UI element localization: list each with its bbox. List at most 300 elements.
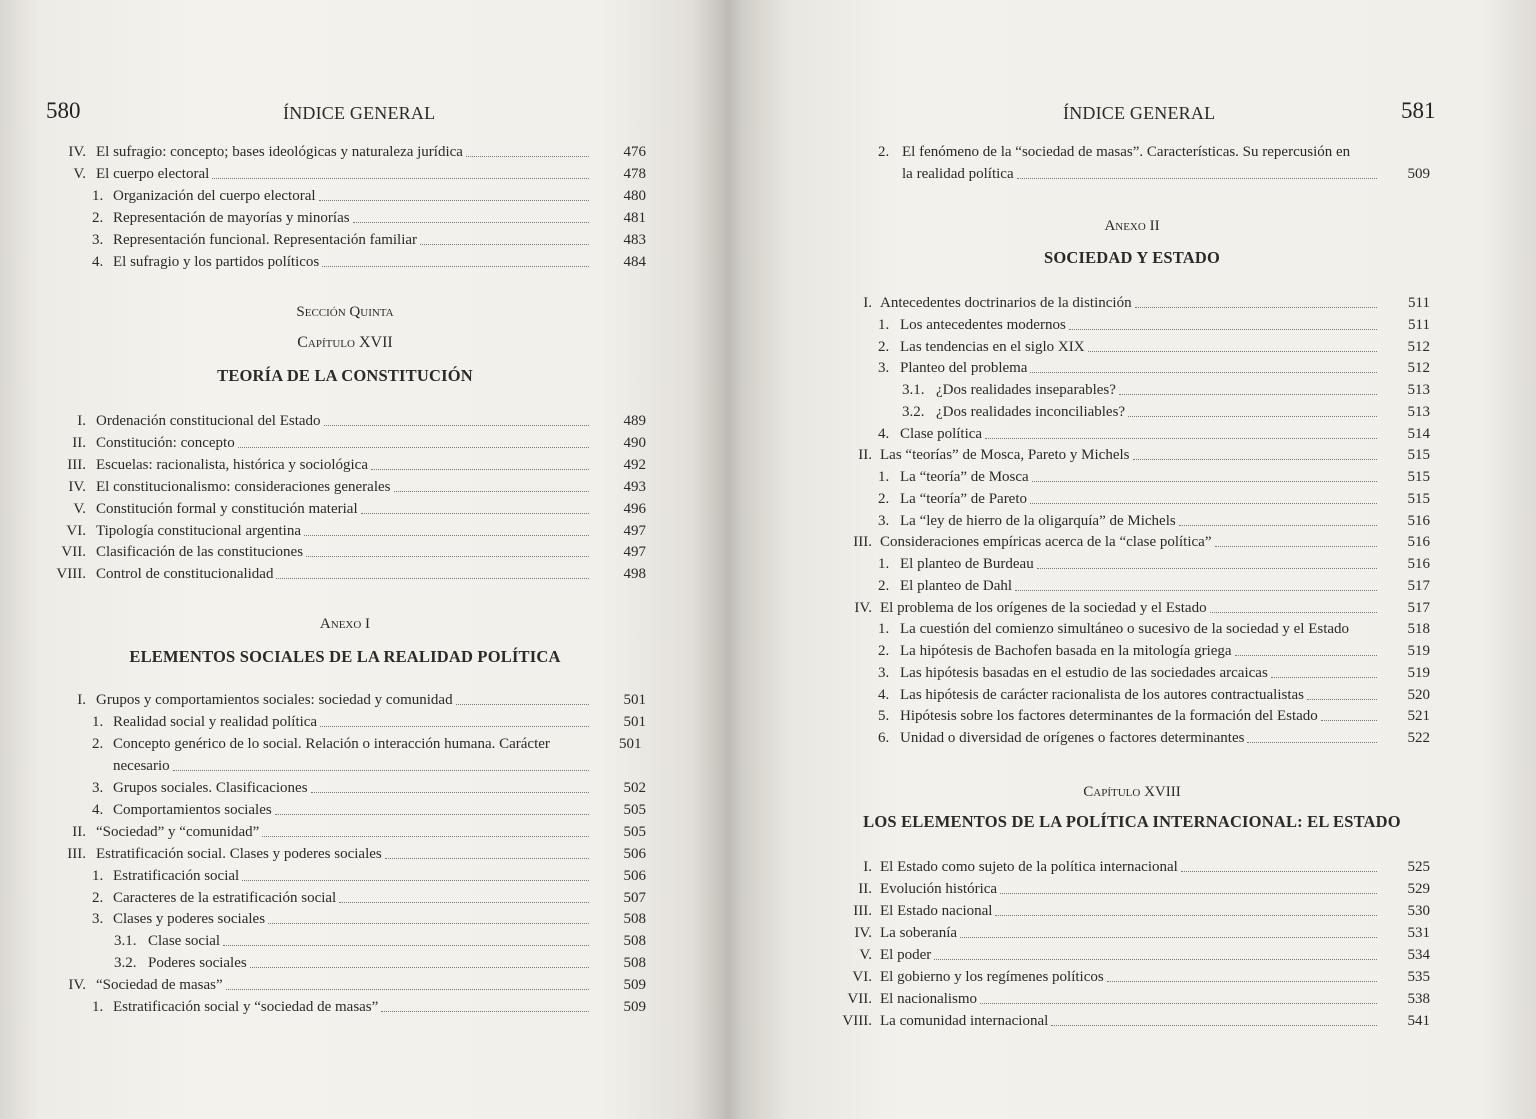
dot-leader (276, 578, 589, 579)
page-ref: 508 (623, 955, 646, 972)
entry-number: 1. (878, 469, 890, 485)
dot-leader (1051, 1025, 1377, 1026)
entry-body (113, 865, 592, 887)
toc-entry (0, 996, 728, 1018)
dot-leader (319, 200, 589, 201)
dot-leader (306, 556, 589, 557)
toc-entry (0, 541, 728, 563)
toc-entry (0, 755, 728, 777)
roman-numeral: V. (859, 947, 872, 963)
page-ref: 507 (623, 889, 646, 906)
chapter-title: TEORÍA DE LA CONSTITUCIÓN (217, 366, 473, 385)
dot-leader (1210, 612, 1377, 613)
toc-entry (728, 597, 1536, 619)
page-ref: 480 (623, 188, 646, 204)
roman-numeral: III. (67, 845, 86, 862)
entry-number: 3. (92, 911, 104, 928)
entry-title: Caracteres de la estratificación social (113, 889, 337, 906)
entry-number: 4. (878, 425, 890, 442)
entry-title: El planteo de Burdeau (900, 556, 1034, 572)
page-ref: 519 (1407, 664, 1430, 681)
entry-number: 1. (92, 999, 104, 1015)
toc-entry (728, 705, 1536, 727)
entry-title: El Estado como sujeto de la política internacional (880, 859, 1178, 875)
roman-numeral: I. (77, 692, 86, 708)
toc-entry (0, 498, 728, 520)
entry-body (96, 821, 592, 843)
entry-body (900, 553, 1380, 575)
page-ref: 493 (623, 478, 646, 495)
entry-title: El problema de los orígenes de la sociedad y el Estado (880, 599, 1207, 616)
page-ref: 538 (1407, 991, 1430, 1007)
entry-title: Planteo del problema (900, 360, 1028, 377)
toc-entry (0, 711, 728, 733)
dot-leader (1030, 503, 1377, 504)
page-ref: 509 (1407, 166, 1430, 182)
page-ref: 497 (623, 522, 646, 539)
roman-numeral: II. (858, 447, 872, 464)
dot-leader (1247, 742, 1377, 743)
page-number: 581 (1401, 98, 1436, 123)
entry-body (96, 141, 592, 163)
entry-body (113, 207, 592, 229)
entry-body (880, 966, 1380, 988)
entry-title: La soberanía (880, 925, 958, 941)
entry-body (96, 974, 592, 996)
page-ref: 513 (1407, 403, 1430, 420)
dot-leader (1088, 351, 1377, 352)
roman-numeral: VI. (852, 969, 872, 985)
entry-number: 2. (878, 490, 890, 507)
entry-number: 3.1. (902, 382, 925, 398)
entry-body (96, 476, 592, 498)
toc-entry (728, 163, 1536, 185)
entry-body (900, 488, 1380, 510)
toc-entry (0, 843, 728, 865)
toc-entry (0, 454, 728, 476)
page-ref: 519 (1407, 643, 1430, 659)
dot-leader (456, 704, 589, 705)
toc-entry (0, 930, 728, 952)
page-ref: 522 (1407, 730, 1430, 746)
dot-leader (1069, 329, 1377, 330)
entry-title: Escuelas: racionalista, histórica y sociológica (96, 456, 368, 473)
dot-leader (238, 447, 589, 448)
entry-title: Clasificación de las constituciones (96, 544, 304, 561)
entry-body (900, 662, 1380, 684)
toc-entry (0, 432, 728, 454)
entry-body (900, 727, 1380, 749)
chapter-title: LOS ELEMENTOS DE LA POLÍTICA INTERNACIONAL: EL ESTADO (863, 812, 1401, 831)
roman-numeral: IV. (854, 925, 872, 941)
dot-leader (304, 535, 589, 536)
toc-entry (0, 141, 728, 163)
page-ref: 483 (623, 232, 646, 248)
toc-entry (728, 314, 1536, 336)
page-ref: 502 (623, 780, 646, 796)
roman-numeral: VI. (66, 522, 86, 539)
entry-body (148, 930, 592, 952)
page-ref: 509 (623, 977, 646, 994)
page-ref: 512 (1407, 360, 1430, 377)
dot-leader (320, 726, 589, 727)
dot-leader (311, 792, 589, 793)
toc-entry (728, 662, 1536, 684)
entry-title-line1: El fenómeno de la “sociedad de masas”. Características. Su repercusión en (902, 144, 1351, 160)
entry-title: La comunidad internacional (880, 1013, 1049, 1029)
page-ref: 505 (623, 801, 646, 818)
entry-title-line1: Concepto genérico de lo social. Relación o interacción humana. Carácter (113, 736, 550, 752)
entry-title: Unidad o diversidad de orígenes o factores determinantes (900, 730, 1245, 746)
page-ref: 484 (623, 254, 646, 270)
page-ref: 489 (623, 413, 646, 429)
entry-title: Las tendencias en el siglo XIX (900, 338, 1085, 355)
dot-leader (223, 945, 589, 946)
page-ref: 501 (623, 714, 646, 730)
entry-body (96, 410, 592, 432)
entry-number: 3.2. (902, 403, 925, 420)
entry-title: Organización del cuerpo electoral (113, 188, 316, 204)
entry-number: 2. (92, 889, 104, 906)
dot-leader (995, 915, 1377, 916)
entry-title: La “teoría” de Pareto (900, 490, 1028, 507)
entry-title: ¿Dos realidades inconciliables? (936, 403, 1126, 420)
dot-leader (1017, 178, 1377, 179)
entry-number: 2. (878, 643, 890, 659)
entry-body (148, 952, 592, 974)
page-ref: 497 (623, 544, 646, 561)
toc-entry (0, 777, 728, 799)
roman-numeral: IV. (68, 144, 86, 160)
entry-body (113, 251, 592, 273)
page-ref: 501 (623, 692, 646, 708)
page-ref: 508 (623, 933, 646, 950)
toc-entry (728, 379, 1536, 401)
roman-numeral: V. (73, 166, 86, 182)
entry-body (96, 432, 592, 454)
roman-numeral: I. (863, 859, 872, 875)
entry-number: 2. (878, 144, 890, 160)
dot-leader (212, 178, 589, 179)
toc-entry (0, 908, 728, 930)
toc-entry (0, 952, 728, 974)
dot-leader (1128, 416, 1377, 417)
dot-leader (1107, 981, 1377, 982)
entry-title: La “teoría” de Mosca (900, 469, 1029, 485)
entry-body (900, 640, 1380, 662)
entry-title: “Sociedad de masas” (96, 977, 223, 994)
toc-entry (0, 163, 728, 185)
dot-leader (1307, 699, 1377, 700)
page-ref: 496 (623, 500, 646, 517)
entry-body (900, 357, 1380, 379)
dot-leader (353, 222, 589, 223)
dot-leader (371, 469, 589, 470)
entry-body (880, 878, 1380, 900)
toc-entry (728, 856, 1536, 878)
entry-body (113, 996, 592, 1018)
dot-leader (980, 1003, 1377, 1004)
dot-leader (466, 156, 589, 157)
page-ref: 516 (1407, 556, 1430, 572)
annex-title: ELEMENTOS SOCIALES DE LA REALIDAD POLÍTICA (129, 647, 561, 666)
entry-number: 5. (878, 708, 890, 725)
entry-number: 2. (92, 210, 104, 226)
toc-entry (0, 689, 728, 711)
toc-entry (728, 944, 1536, 966)
entry-title: Ordenación constitucional del Estado (96, 413, 321, 429)
entry-number: 4. (878, 686, 890, 703)
entry-title: Las hipótesis de carácter racionalista de los autores contractualistas (900, 686, 1305, 703)
page-ref: 506 (623, 845, 646, 862)
dot-leader (322, 266, 589, 267)
entry-title: Estratificación social. Clases y poderes sociales (96, 845, 382, 862)
running-head: ÍNDICE GENERAL (283, 103, 436, 123)
entry-body (880, 597, 1380, 619)
page-ref: 530 (1407, 903, 1430, 919)
entry-body (900, 423, 1380, 445)
toc-entry (0, 185, 728, 207)
toc-entry (0, 887, 728, 909)
toc-entry (728, 510, 1536, 532)
toc-entry (728, 401, 1536, 423)
entry-body (936, 379, 1380, 401)
entry-title-line2: necesario (113, 758, 170, 774)
dot-leader (985, 438, 1377, 439)
entry-body (880, 944, 1380, 966)
dot-leader (1119, 394, 1377, 395)
entry-body (900, 618, 1380, 640)
dot-leader (1000, 893, 1377, 894)
page-number: 580 (46, 98, 81, 123)
dot-leader (324, 425, 589, 426)
page-ref: 541 (1407, 1013, 1430, 1029)
page-ref: 511 (1408, 316, 1430, 333)
dot-leader (1037, 568, 1377, 569)
entry-title: Estratificación social (113, 867, 240, 884)
running-head: ÍNDICE GENERAL (1063, 103, 1216, 123)
page-ref: 492 (623, 456, 646, 473)
dot-leader (1015, 590, 1377, 591)
toc-entry (728, 575, 1536, 597)
entry-number: 6. (878, 730, 890, 746)
entry-body (900, 466, 1380, 488)
roman-numeral: VII. (61, 544, 86, 561)
dot-leader (339, 902, 589, 903)
entry-title: Clases y poderes sociales (113, 911, 266, 928)
page-ref: 515 (1407, 490, 1430, 507)
dot-leader (262, 836, 589, 837)
entry-body (113, 777, 592, 799)
entry-body (880, 900, 1380, 922)
dot-leader (934, 959, 1377, 960)
toc-entry (728, 292, 1536, 314)
page-ref: 490 (623, 434, 646, 451)
toc-entry (0, 799, 728, 821)
dot-leader (1179, 525, 1377, 526)
entry-title: ¿Dos realidades inseparables? (936, 382, 1116, 398)
roman-numeral: I. (863, 295, 872, 311)
entry-title: Los antecedentes modernos (900, 316, 1066, 333)
chapter-heading: Capítulo XVIII (1083, 784, 1181, 800)
toc-entry (728, 878, 1536, 900)
toc-entry (728, 618, 1536, 640)
toc-entry (728, 488, 1536, 510)
entry-body (880, 531, 1380, 553)
entry-title: Las “teorías” de Mosca, Pareto y Michels (880, 447, 1130, 464)
entry-title: Comportamientos sociales (113, 801, 272, 818)
entry-title: Evolución histórica (880, 881, 998, 897)
entry-title: Constitución formal y constitución material (96, 500, 358, 517)
page-ref: 515 (1407, 469, 1430, 485)
entry-body (113, 711, 592, 733)
page-ref: 501 (619, 736, 642, 752)
section-heading: Sección Quinta (296, 304, 394, 320)
entry-number: 1. (878, 316, 890, 333)
roman-numeral: VII. (847, 991, 872, 1007)
page-ref: 509 (623, 999, 646, 1015)
dot-leader (1135, 307, 1377, 308)
toc-entry (728, 684, 1536, 706)
entry-body (113, 755, 592, 777)
entry-body (96, 520, 592, 542)
entry-number: 1. (92, 867, 104, 884)
entry-title: Representación funcional. Representación familiar (113, 232, 418, 248)
entry-title: El nacionalismo (880, 991, 978, 1007)
entry-body (936, 401, 1380, 423)
page-ref: 511 (1408, 295, 1430, 311)
toc-entry (728, 444, 1536, 466)
entry-body (113, 887, 592, 909)
dot-leader (1030, 372, 1377, 373)
dot-leader (1271, 677, 1377, 678)
entry-body (113, 229, 592, 251)
roman-numeral: IV. (68, 478, 86, 495)
entry-title: Clase social (148, 933, 221, 950)
annex-heading: Anexo I (319, 616, 371, 632)
toc-entry (728, 423, 1536, 445)
entry-number: 2. (878, 338, 890, 355)
entry-title: La cuestión del comienzo simultáneo o sucesivo de la sociedad y el Estado (900, 621, 1350, 638)
right-page (728, 0, 1536, 1119)
entry-body (96, 454, 592, 476)
dot-leader (1133, 459, 1378, 460)
entry-number: 4. (92, 801, 104, 818)
entry-body (96, 498, 592, 520)
dot-leader (381, 1011, 589, 1012)
page-ref: 506 (623, 867, 646, 884)
page-ref: 520 (1407, 686, 1430, 703)
entry-number: 4. (92, 254, 104, 270)
page-ref: 476 (623, 144, 646, 160)
entry-number: 1. (878, 556, 890, 572)
entry-number: 1. (92, 714, 104, 730)
page-ref: 516 (1407, 512, 1430, 529)
toc-entry (0, 410, 728, 432)
roman-numeral: II. (858, 881, 872, 897)
page-ref: 508 (623, 911, 646, 928)
entry-body (113, 799, 592, 821)
annex-heading: Anexo II (1104, 218, 1160, 234)
toc-entry (0, 251, 728, 273)
toc-entry (728, 466, 1536, 488)
entry-title: Grupos sociales. Clasificaciones (113, 780, 308, 796)
toc-entry (728, 640, 1536, 662)
entry-title: Las hipótesis basadas en el estudio de las sociedades arcaicas (900, 664, 1268, 681)
toc-entry (728, 357, 1536, 379)
toc-entry (0, 229, 728, 251)
dot-leader (1235, 655, 1377, 656)
page-ref: 517 (1407, 577, 1430, 594)
entry-body (96, 163, 592, 185)
roman-numeral: III. (853, 534, 872, 551)
entry-title: “Sociedad” y “comunidad” (96, 823, 260, 840)
roman-numeral: III. (853, 903, 872, 919)
entry-body (900, 575, 1380, 597)
roman-numeral: I. (77, 413, 86, 429)
toc-entry (0, 520, 728, 542)
roman-numeral: IV. (68, 977, 86, 994)
entry-title: Representación de mayorías y minorías (113, 210, 350, 226)
entry-body (113, 908, 592, 930)
dot-leader (242, 880, 589, 881)
toc-entry (728, 553, 1536, 575)
entry-title: Hipótesis sobre los factores determinantes de la formación del Estado (900, 708, 1318, 725)
entry-body (113, 185, 592, 207)
entry-body (900, 510, 1380, 532)
entry-title-line2: la realidad política (902, 166, 1014, 182)
dot-leader (1215, 546, 1378, 547)
roman-numeral: IV. (854, 599, 872, 616)
entry-body (900, 705, 1380, 727)
page-ref: 514 (1407, 425, 1430, 442)
entry-title: La “ley de hierro de la oligarquía” de Michels (900, 512, 1176, 529)
toc-entry (728, 900, 1536, 922)
dot-leader (1181, 871, 1377, 872)
page-ref: 498 (623, 566, 646, 583)
dot-leader (1032, 481, 1377, 482)
entry-title: Control de constitucionalidad (96, 566, 274, 583)
entry-body (880, 856, 1380, 878)
entry-title: El planteo de Dahl (900, 577, 1013, 594)
page-ref: 515 (1407, 447, 1430, 464)
entry-title: El gobierno y los regímenes políticos (880, 969, 1104, 985)
page-ref: 534 (1407, 947, 1430, 963)
entry-number: 3. (878, 360, 890, 377)
entry-number: 2. (92, 736, 104, 752)
toc-entry (0, 974, 728, 996)
dot-leader (361, 513, 589, 514)
page-ref: 481 (623, 210, 646, 226)
page-ref: 525 (1407, 859, 1430, 875)
page-ref: 505 (623, 823, 646, 840)
roman-numeral: II. (72, 823, 86, 840)
entry-title: Consideraciones empíricas acerca de la “clase política” (880, 534, 1212, 551)
toc-entry (728, 922, 1536, 944)
entry-title: Clase política (900, 425, 983, 442)
entry-title: El constitucionalismo: consideraciones generales (96, 478, 391, 495)
entry-number: 3. (92, 232, 104, 248)
dot-leader (394, 491, 590, 492)
page-ref: 535 (1407, 969, 1430, 985)
entry-body (902, 163, 1380, 185)
page-ref: 518 (1407, 621, 1430, 638)
page-ref: 529 (1407, 881, 1430, 897)
roman-numeral: II. (72, 434, 86, 451)
entry-body (880, 444, 1380, 466)
entry-title: El Estado nacional (880, 903, 993, 919)
entry-body (900, 336, 1380, 358)
